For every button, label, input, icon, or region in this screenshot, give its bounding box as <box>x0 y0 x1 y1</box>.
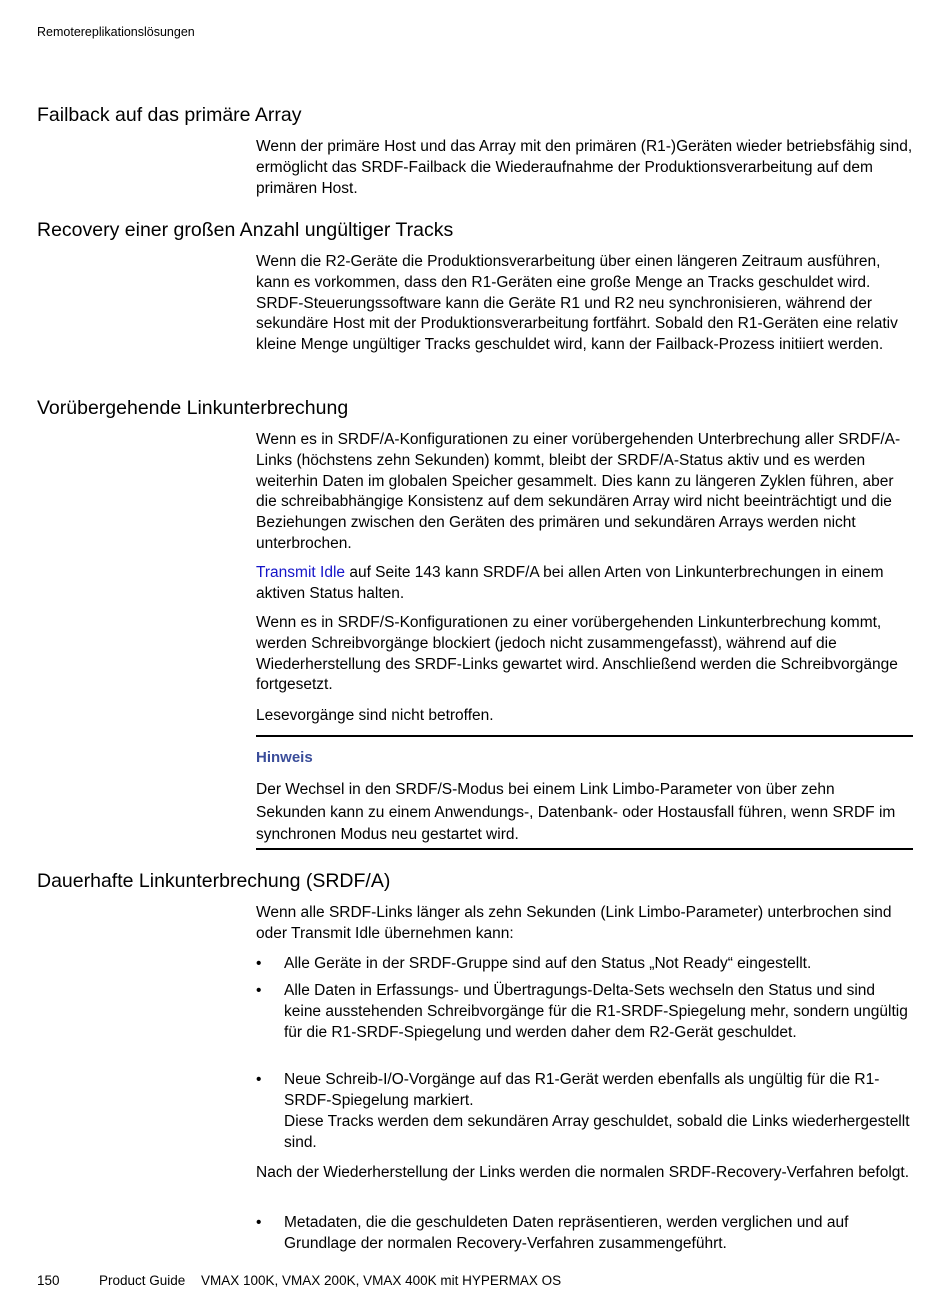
page-number: 150 <box>37 1273 60 1288</box>
section-heading-recovery: Recovery einer großen Anzahl ungültiger Tracks <box>37 219 454 241</box>
paragraph-reads: Lesevorgänge sind nicht betroffen. <box>256 707 494 724</box>
note-title: Hinweis <box>256 749 313 766</box>
paragraph-after-restore: Nach der Wiederherstellung der Links werden die normalen SRDF-Recovery-Verfahren befolgt. <box>256 1164 910 1181</box>
section-heading-temporary-link: Vorübergehende Linkunterbrechung <box>37 397 349 419</box>
bullet-marker: • <box>256 982 262 999</box>
footer-product-name: VMAX 100K, VMAX 200K, VMAX 400K mit HYPERMAX OS <box>201 1273 562 1288</box>
list-item-text: Alle Geräte in der SRDF-Gruppe sind auf den Status „Not Ready“ eingestellt. <box>284 955 812 972</box>
transmit-idle-text: auf Seite 143 kann SRDF/A bei allen Arten von Linkunterbrechungen in einem aktiven Status halten. <box>256 564 884 602</box>
bullet-marker: • <box>256 1214 262 1231</box>
list-item-text: Neue Schreib-I/O-Vorgänge auf das R1-Gerät werden ebenfalls als ungültig für die R1-SRDF-Spiegelung markiert. <box>284 1071 880 1109</box>
list-item-text: Alle Daten in Erfassungs- und Übertragungs-Delta-Sets wechseln den Status und sind keine ausstehenden Schreibvorgänge für die R1-SRDF-Spiegelung mehr, sondern ungültig für die R1-SRDF-Spiegelung und werden daher dem R2-Gerät geschuldet. <box>284 982 908 1041</box>
paragraph-permanent-intro: Wenn alle SRDF-Links länger als zehn Sekunden (Link Limbo-Parameter) unterbrochen sind oder Transmit Idle übernehmen kann: <box>256 904 892 942</box>
running-header: Remotereplikationslösungen <box>37 25 195 39</box>
note-box <box>256 735 913 850</box>
paragraph-transmit-idle <box>256 563 916 605</box>
bullet-marker: • <box>256 955 262 972</box>
section-heading-failback: Failback auf das primäre Array <box>37 104 302 126</box>
section-heading-permanent-link: Dauerhafte Linkunterbrechung (SRDF/A) <box>37 870 391 892</box>
footer-guide-label: Product Guide <box>99 1273 186 1288</box>
paragraph-srdf-s: Wenn es in SRDF/S-Konfigurationen zu einer vorübergehenden Linkunterbrechung kommt, werden Schreibvorgänge blockiert (jedoch nicht zusammengefasst), während auf die Wiederherstellung des SRDF-Links gewartet wird. Anschließend werden die Schreibvorgänge fortgesetzt. <box>256 614 898 694</box>
note-text: Der Wechsel in den SRDF/S-Modus bei einem Link Limbo-Parameter von über zehn Sekunden kann zu einem Anwendungs-, Datenbank- oder Hostausfall führen, wenn SRDF im synchronen Modus neu gestartet wird. <box>256 781 896 844</box>
list-item-continuation-text: Diese Tracks werden dem sekundären Array geschuldet, sobald die Links wiederhergestellt sind. <box>284 1113 910 1151</box>
bullet-marker: • <box>256 1071 262 1088</box>
paragraph-failback: Wenn der primäre Host und das Array mit den primären (R1-)Geräten wieder betriebsfähig sind, ermöglicht das SRDF-Failback die Wiederaufnahme der Produktionsverarbeitung auf dem primären Host. <box>256 138 913 197</box>
paragraph-temporary-link: Wenn es in SRDF/A-Konfigurationen zu einer vorübergehenden Unterbrechung aller SRDF/A-Links (höchstens zehn Sekunden) kommt, bleibt der SRDF/A-Status aktiv und es werden weiterhin Daten im globalen Speicher gesammelt. Dies kann zu längeren Zyklen führen, aber die schreibabhängige Konsistenz auf dem sekundären Array wird nicht beeinträchtigt und die Beziehungen zwischen den Geräten des primären und sekundären Arrays werden nicht unterbrochen. <box>256 431 901 552</box>
list-item-text: Metadaten, die die geschuldeten Daten repräsentieren, werden verglichen und auf Grundlage der normalen Recovery-Verfahren zusammengeführt. <box>284 1214 849 1252</box>
paragraph-recovery: Wenn die R2-Geräte die Produktionsverarbeitung über einen längeren Zeitraum ausführen, kann es vorkommen, dass den R1-Geräten eine große Menge an Tracks geschuldet wird. SRDF-Steuerungssoftware kann die Geräte R1 und R2 neu synchronisieren, während der sekundäre Host mit der Produktionsverarbeitung fortfährt. Sobald den R1-Geräten eine relativ kleine Menge ungültiger Tracks geschuldet wird, kann der Failback-Prozess initiiert werden. <box>256 253 898 354</box>
transmit-idle-link[interactable]: Transmit Idle <box>256 564 346 581</box>
